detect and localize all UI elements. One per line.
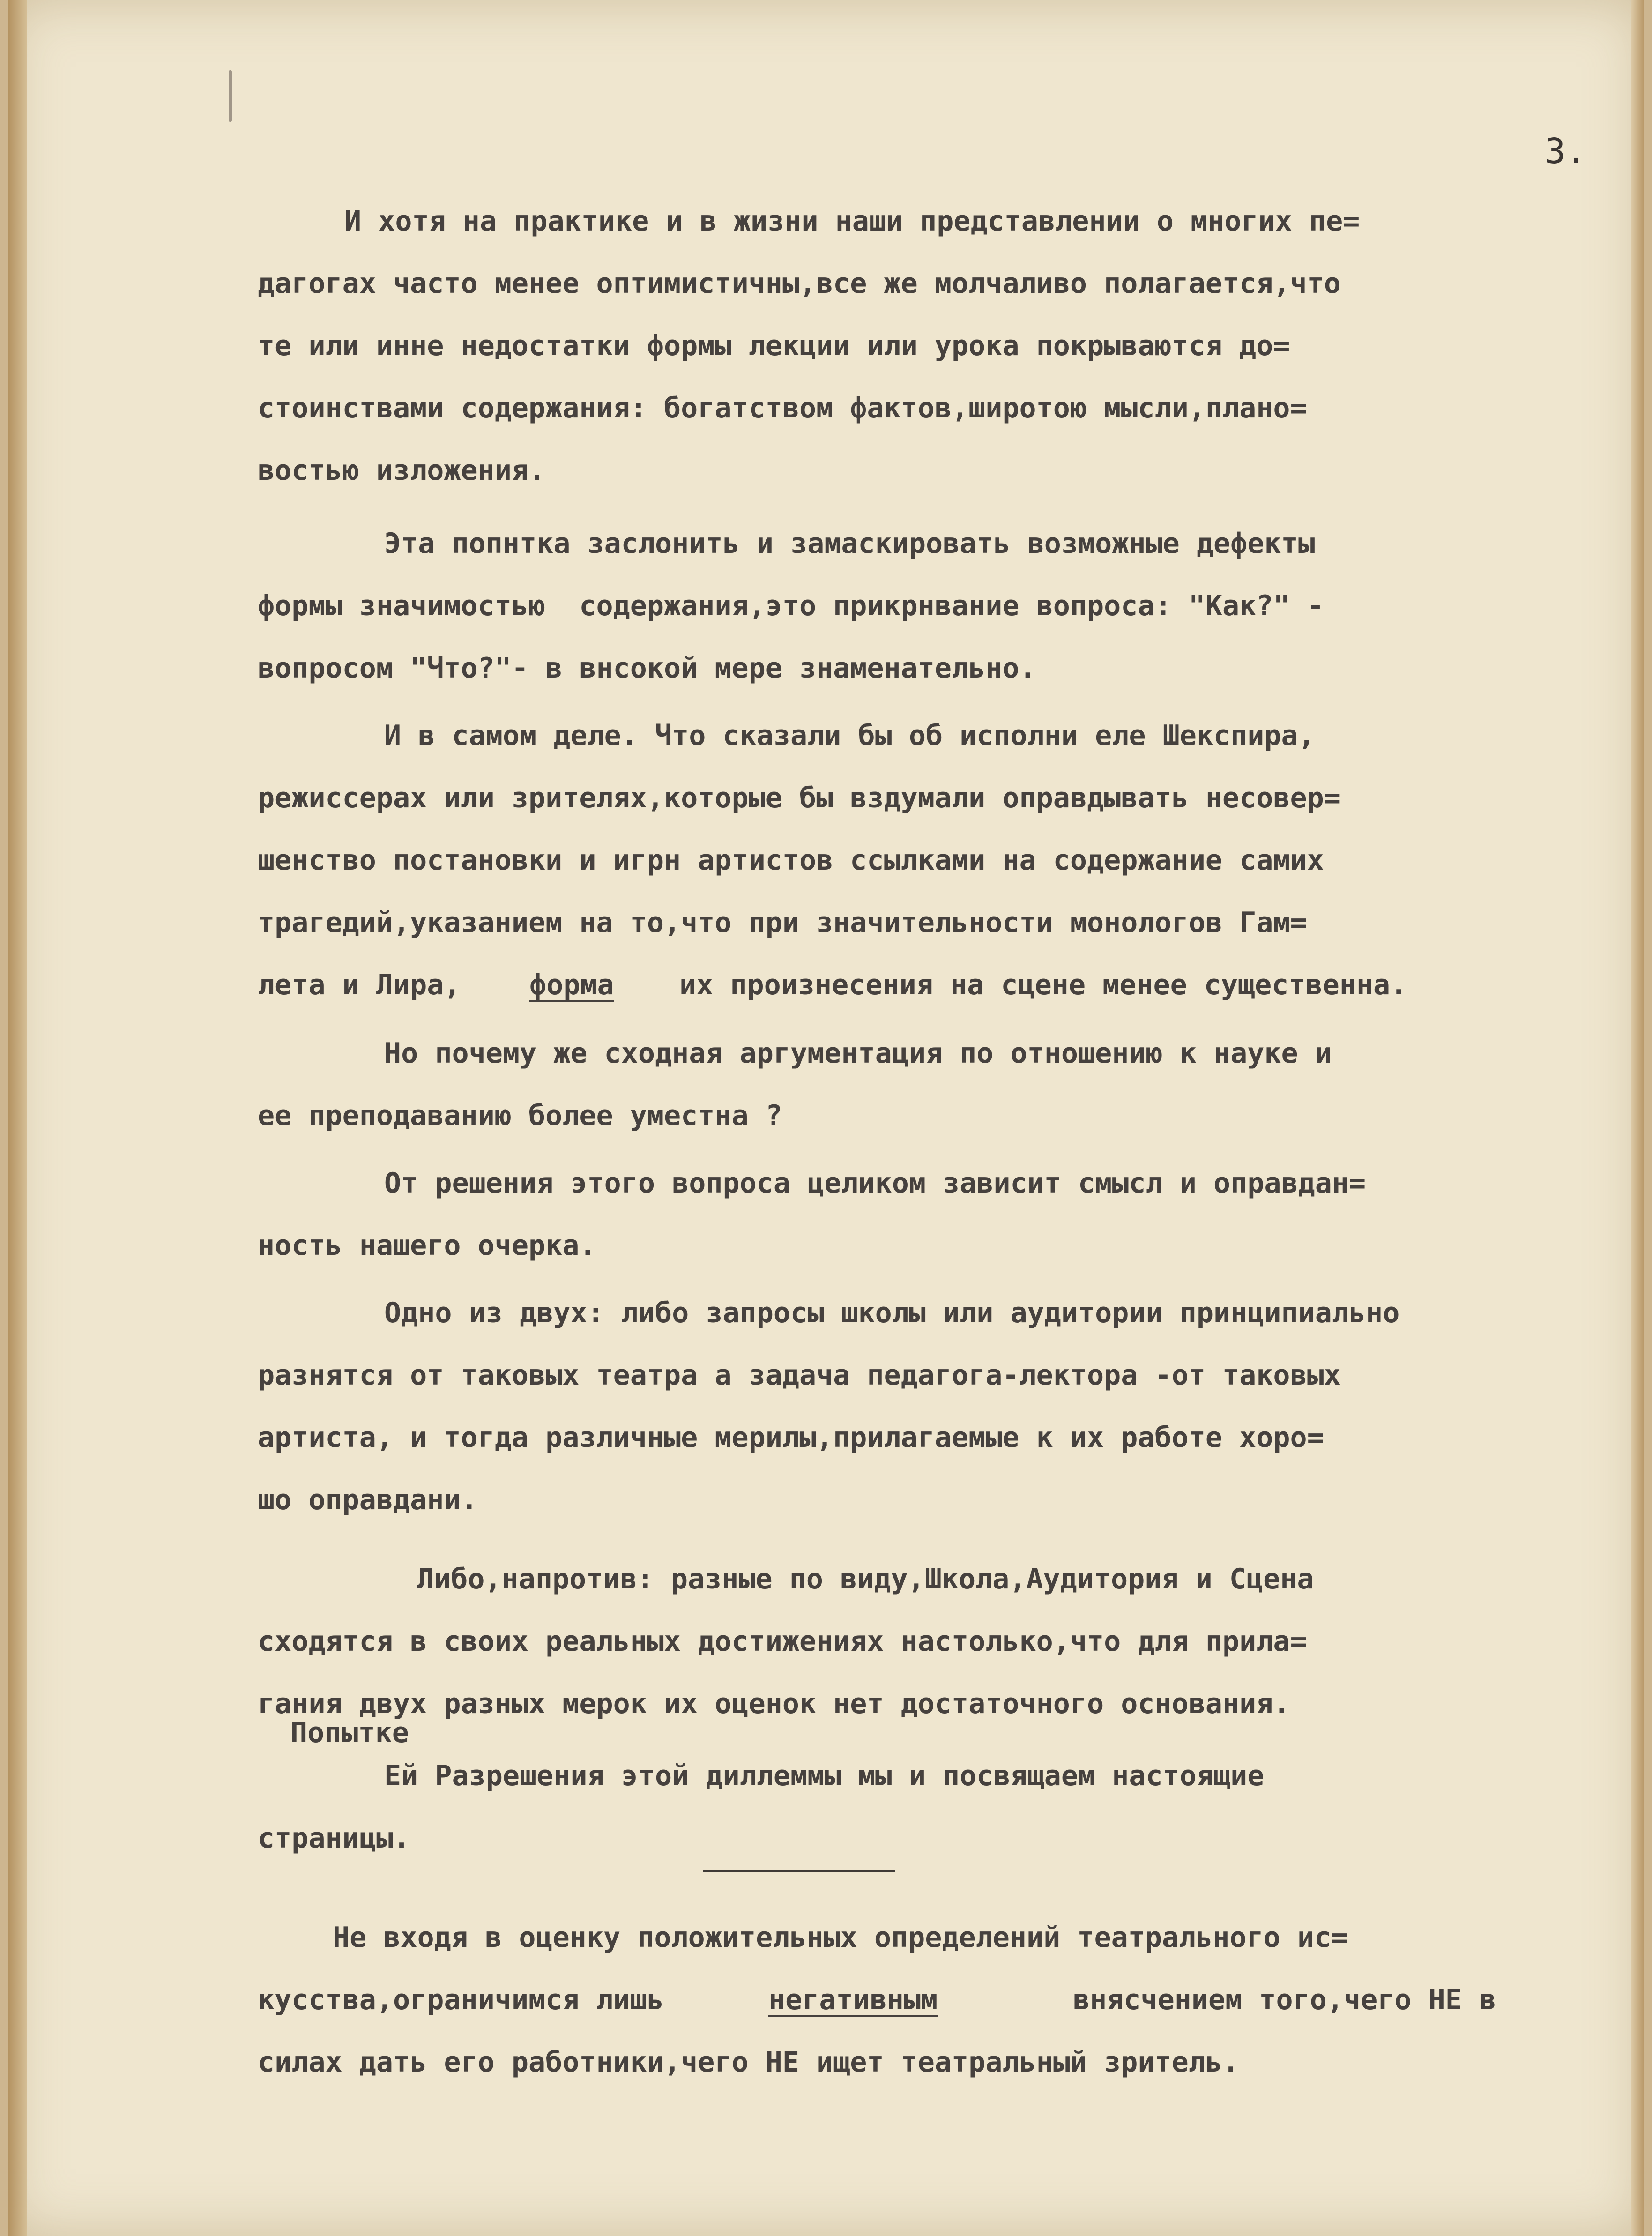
text-line-11: шенство постановки и игрн артистов ссылками на содержание самих [258,844,1324,877]
text-line-16: От решения этого вопроса целиком зависит смысл и оправдан= [384,1167,1366,1200]
text-line-14: Но почему же сходная аргументация по отношению к науке и [384,1037,1332,1070]
text-line-8: вопросом "Что?"- в внсокой мере знаменательно. [258,652,1036,685]
text-line-20: артиста, и тогда различные мерилы,прилагаемые к их работе хоро= [258,1421,1324,1454]
text-line-4: стоинствами содержания: богатством фактов,широтою мысли,плано= [258,392,1307,425]
text-line-7: формы значимостью содержания,это прикрнвание вопроса: "Как?" - [258,589,1324,622]
section-divider [703,1870,895,1872]
text-line-13-end: их произнесения на сцене менее существенна. [679,969,1407,1001]
text-line-12: трагедий,указанием на то,что при значительности монологов Гам= [258,906,1307,939]
text-line-13-start: лета и Лира, [258,969,461,1001]
text-line-5: востью изложения. [258,454,546,487]
text-line-26: страницы. [258,1822,410,1855]
text-line-22: Либо,напротив: разные по виду,Школа,Аудитория и Сцена [417,1563,1314,1595]
text-line-17: ность нашего очерка. [258,1229,596,1262]
text-line-6: Эта попнтка заслонить и замаскировать возможные дефекты [384,527,1315,560]
text-line-1: И хотя на практике и в жизни наши представлении о многих пе= [344,205,1360,238]
text-underlined-negativnym: негативным [768,1983,938,2016]
text-line-15: ее преподаванию более уместна ? [258,1099,782,1132]
text-line-23: сходятся в своих реальных достижениях настолько,что для прила= [258,1625,1307,1658]
page-edge-right [1631,0,1644,2236]
text-line-25: Ей Разрешения этой диллеммы мы и посвящаем настоящие [384,1759,1265,1792]
text-line-10: режиссерах или зрителях,которые бы вздумали оправдывать несовер= [258,782,1341,814]
text-line-19: разнятся от таковых театра а задача педагога-лектора -от таковых [258,1359,1341,1392]
text-line-28-start: кусства,ограничимся лишь [258,1983,664,2016]
text-line-28-end: внясчением того,чего НЕ в [1073,1983,1496,2016]
text-underlined-forma: форма [529,969,614,1001]
page-number: 3. [1544,131,1586,171]
text-line-2: дагогах часто менее оптимистичны,все же молчаливо полагается,что [258,267,1341,300]
text-line-24: гания двух разных мерок их оценок нет достаточного основания. [258,1687,1290,1720]
text-line-29: силах дать его работники,чего НЕ ищет театральный зритель. [258,2046,1240,2079]
handwritten-insertion: Попытке [290,1716,409,1749]
text-line-21: шо оправдани. [258,1483,478,1516]
margin-mark [229,70,232,122]
text-line-3: те или инне недостатки формы лекции или урока покрываются до= [258,329,1290,362]
text-line-27: Не входя в оценку положительных определений театрального ис= [333,1921,1348,1954]
page-edge-left [8,0,27,2236]
text-line-9: И в самом деле. Что сказали бы об исполни еле Шекспира, [384,719,1315,752]
text-line-18: Одно из двух: либо запросы школы или аудитории принципиально [384,1297,1400,1329]
